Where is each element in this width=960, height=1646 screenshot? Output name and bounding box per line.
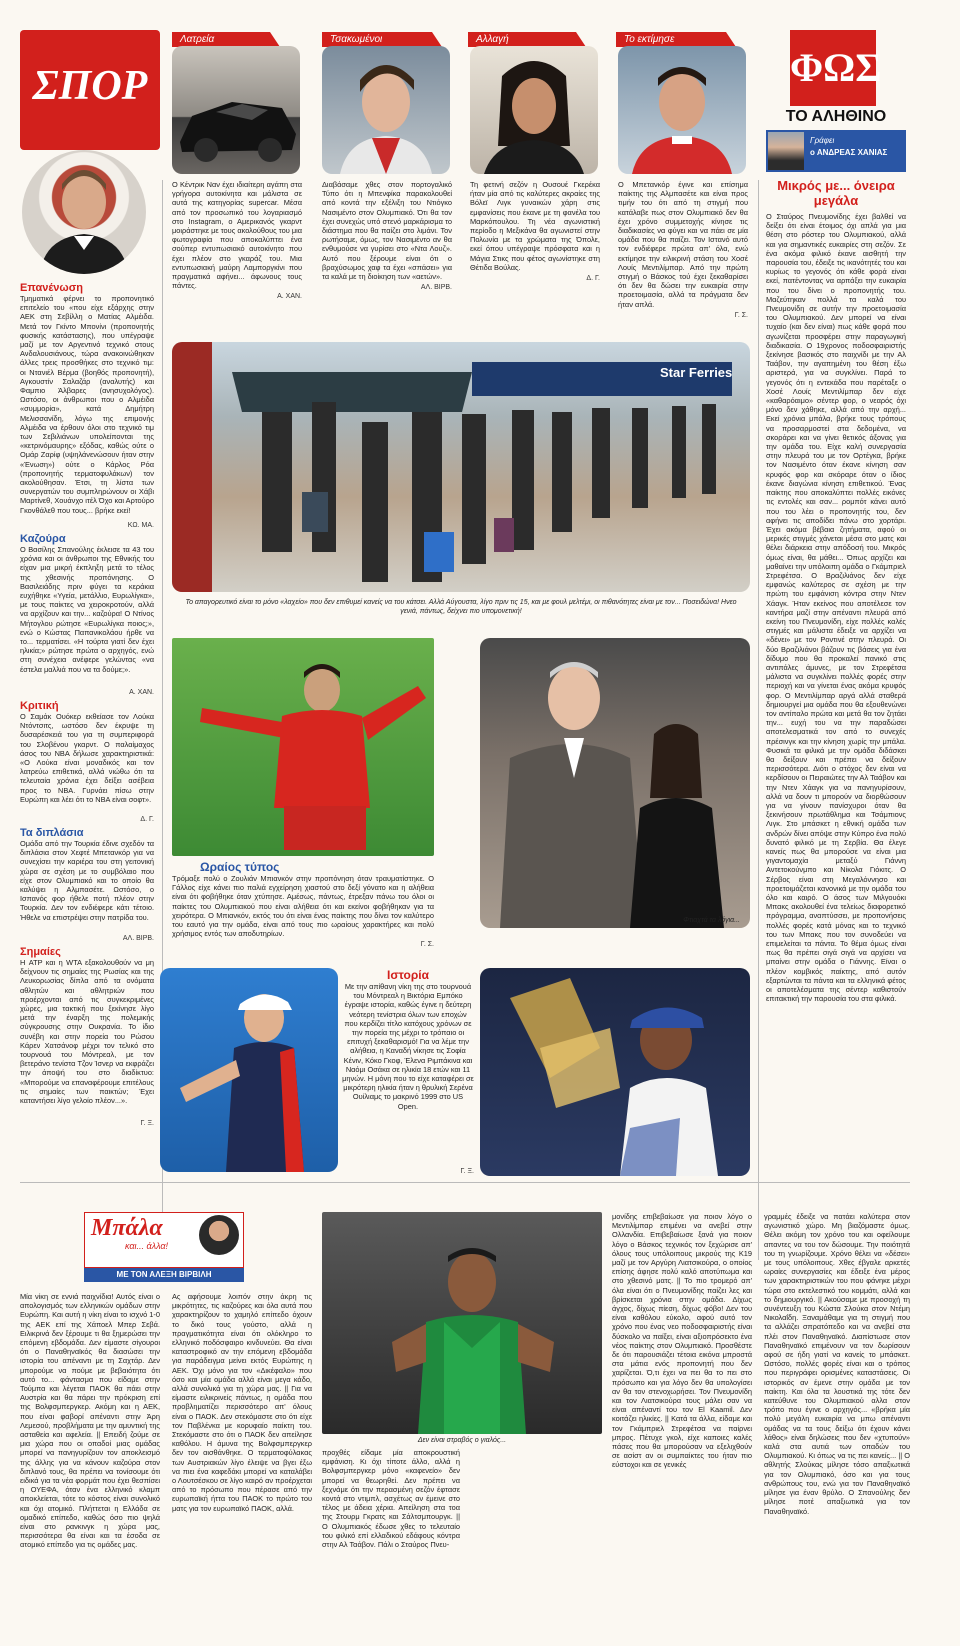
gkereka-photo bbox=[470, 46, 598, 174]
bottom-col-3: προχθές είδαμε μία αποκρουστική εμφάνιση. Κι όχι τίποτε άλλο, αλλά η Βολφσμπεργκερ μόνο «καφενείο» δεν μπορεί να θεωρηθεί. Δεν πρέπει να ξεχνάμε ότι την περασμένη σεζόν έφτασε κοντά στο ντιμπλ, ασχέτως αν έμεινε στο τέλος με άδεια χέρια. Απείληση στα τοα της Στουρμ Γκρατς και Σάλτσμπουργκ. || Ο Ολυμπιακός έδωσε χθες το τελευταίο του φιλικό επί ελλαδικού εδάφους κόντρα στην Αλ Ταάβον. Πάλι ο Σταύρος Πνευ- bbox=[322, 1448, 460, 1550]
nasimento-story-sig: ΑΛ. ΒΙΡΒ. bbox=[420, 284, 452, 292]
author-writes: Γράφει bbox=[810, 136, 835, 145]
label-latreia: Λατρεία bbox=[172, 32, 270, 47]
nan-story-text: Ο Κέντρικ Ναν έχει ιδιαίτερη αγάπη στα γρήγορα αυτοκίνητα και μάλιστα σε αυτά της κατηγορίας supercar. Μέσα από τον προσωπικό του λογαριασμό στο Instagram, ο Αμερικανός γκαρντ μοιράστηκε με τους ακολούθους του μια φωτογραφία που αποκαλύπτει ένα σούπερ εντυπωσιακό αυτοκίνητο που έχει πλέον στο γκαράζ του. Μια εντυπωσιακή μαύρη Λαμποργκίνι που πραγματικά αφήνει... άφωνους τους πάντες. bbox=[172, 180, 302, 291]
right-column bbox=[766, 178, 906, 1254]
basketball-caption: Δεν είναι στραβός ο γιαλός... bbox=[417, 1437, 507, 1444]
wrajos-title: Ωραίος τύπος bbox=[200, 860, 280, 874]
nasimento-story-text: Διαβάσαμε χθες στον πορτογαλικό Τύπο ότι η Μπενφίκα παρακολουθεί από κοντά την εξέλιξη του Ντιόγκο Νασιμέντο στον Ολυμπιακό. Ότι θα τον έχει συνεχώς υπό στενό μαρκάρισμα το διάστημα που θα παίζει στο λιμάνι. Τον ρωτήσαμε, όμως, τον Νασιμέντο αν θα ενθυμούσε να γυρίσει στο «Ντα Λουζ». Αυτό που ξέρουμε είναι ότι ο βραχύσωμος χαφ τα έχει «σπάσει» για τα καλά με τη διοίκηση των «αετών». bbox=[322, 180, 452, 282]
section-diplasia-sig: ΑΛ. ΒΙΡΒ. bbox=[122, 935, 154, 942]
label-tsakomenoi: Τσακωμένοι bbox=[322, 32, 432, 47]
bottom-col-2: Ας αφήσουμε λοιπόν στην άκρη τις μικρότητες, τις καζούρες και όλα αυτά που χαρακτηρίζουν το χαμηλό επίπεδο όχουν το δικό τους γούστο, αλλά η πραγματικότητα είναι ότι ολόκληρο το ελληνικό ποδόσφαιρο κινδυνεύει. Θα είναι καταστροφικό αν την επόμενη εβδομάδα για παράδειγμα μείνει εκτός Ευρώπης η ΑΕΚ. Όχι μόνο για τον «Δικέφαλο» που όσο και μία ομάδα αλλά είναι μεγα κάδο, αλλά συνολικά για τη χώρα μας. || Για να είμαστε ειλικρινείς πάντως, η ομάδα που προβληματίζει περισσότερο απ' όλους είναι ο ΠΑΟΚ. Δεν στεκόμαστε στο ότι είχε τον Παβλένκα με κορυφαίο παίκτη του. Στεκόμαστε στο ότι ο ΠΑΟΚ δεν απείλησε καθόλου. Η άμυνα της Βολφσμπεργκερ δεν τον αισθάνθηκε. Ο τερματοφύλακας των Αυστριακών λίγο έλειψε να βγει έξω να πιει ένα καφεδάκι μπορεί να καταλάβει ο Λουτσέσκου σε λίγο καιρό αν προέρχεται από το πρόσωπο που πέρασε από την ευρωπαϊκή ήττα του ΠΑΟΚ το πρώτο του ματς για τον ευρωπαϊκό ΠΑΟΚ, αλλά. bbox=[172, 1292, 312, 1513]
footballer-figure bbox=[618, 46, 746, 174]
istoria-block bbox=[342, 968, 474, 1178]
bala-byline: ΜΕ ΤΟΝ ΑΛΕΞΗ ΒΙΡΒΙΛΗ bbox=[84, 1268, 244, 1282]
mboko-trophy-photo bbox=[480, 968, 750, 1176]
betancor-story-text: Ο Μπετανκόρ έγινε και επίσημα παίκτης της Αλμπασέτε και είναι προς τιμήν του ότι από τη στιγμή που κατάλαβε πως στον Ολυμπιακό δεν θα έχει χρόνο συμμετοχής κίνησε τις διαδικασίες να φύγει και να πάει σε μία ομάδα που θα παίζει. Τον Ιστανό αυτό τον ενδιέφερε πρώτα απ' όλα, ενώ εκτίμησε την ειλικρινή στάση του Χοσέ Λουίς Μεντιλίμπαρ. Από την πρώτη στιγμή ο Βάσκος τού έχει ξεκαθαρίσει ότι δεν θα δώσει την ευκαιρία στην προετοιμασία, αλλά τα πράγματα δεν ήταν απλά. bbox=[618, 180, 748, 309]
author-name: ο ΑΝΔΡΕΑΣ ΧΑΝΙΑΣ bbox=[810, 148, 888, 157]
gkereka-story-text: Τη φετινή σεζόν η Ουσουέ Γκερέκα ήταν μία από τις καλύτερες ακραίες της Βόλεϊ Λιγκ γυναικών χάρη στις εμφανίσεις που έκανε με τη φανέλα του Μαρκόπουλου. Τη νέα αγωνιστική περίοδο η Μεξικάνα θα αγωνιστεί στην Πολωνία με τα χρώματα της Όπολε, εκεί όπου υπέγραψε πρόσφατα και η Μάγια Στικς που φέτος αγωνίστηκε στη Θέτιδα Βούλας. bbox=[470, 180, 600, 272]
istoria-title: Ιστορία bbox=[386, 968, 430, 982]
nan-story-sig: Α. ΧΑΝ. bbox=[277, 293, 302, 301]
bala-logo bbox=[84, 1212, 244, 1268]
section-kazoura-sig: Α. ΧΑΝ. bbox=[129, 689, 154, 696]
section-diplasia-text: Ομάδα από την Τουρκία έδινε σχεδόν τα διπλάσια στον Χεφτέ Μπετανκόρ για να συνεχίσει την καριέρα του στη γειτονική χώρα σε σχέση με το συμβόλαιο που είχε στον Ολυμπιακό και το οποίο θα καλύψει η Αλμπασέτε. Ωστόσο, ο Ισπανός φορ ήθελε ποτή πλέον στην Τουρκία. Δεν τον ενδιέφερε κάτι τέτοιο. Ήθελε να επιστρέψει στην πατρίδα του. bbox=[20, 839, 154, 922]
section-kazoura-text: Ο Βασίλης Σπανούλης έκλεισε τα 43 του χρόνια και οι άνθρωποι της Εθνικής του είχαν μια μικρή έκπληξη μετά το τέλος της χθεσινής προπόνησης. Ο Βασιλειάδης πριν φύγει τα κεράκια ευχήθηκε «Υγεία, μετάλλιο, Ευρωλίγκα», με τους παίκτες να χειροκροτούν, αλλά να αρχίζουν και την... καζούρα! Ο Ντίνος Μήτογλου ρώτησε «Ευρωλίγκα ποιος;», ενώ ο Κώστας Παπανικολάου ήρθε να το... τερματίσει. «Η τούρτα γιατί δεν έχει ηλικία;» ρώτησε πρώτα ο αρχηγός, ενώ στη συνέχεια ανέφερε γελώντας «να έστελα μαλλιά που να τα δούμε;». bbox=[20, 545, 154, 674]
sport-logo-text: ΣΠΟΡ bbox=[32, 63, 148, 109]
bottom-col-5: γραμμές έδειξε να πατάει καλύτερα στον αγωνιστικό χώρο. Μη βιαζόμαστε όμως. Θέλει ακόμη τον χρόνο του και οφείλουμε απαντες να του τον δώσουμε. Την ποιότητά του τη γνωρίζουμε. Χρόνο θέλει να «δέσει» με τους υπόλοιπους. Χθες έβγαλε αρκετές ωραίες συνεργασίες και έδειξε ένα μέρος των χαρακτηριστικών του που φάνηκε μέχρι τώρα στο εκτελεστικό του κομμάτι, αλλά και το δημιουργικό. || Ακούσαμε με προσοχή τη συνέντευξη του Κώστα Σλούκα στον Ντέμη Νικολαΐδη. Ξαναμάθαμε για τη στιγμή που τα αλλάζει σπρατόπεδο και να ανεβεί στα πλέι στον Παναθηναϊκό. Διαπίστωσε στον Παναθηναϊκό επιμένουν να τον δωρίσουν αφού σε ήδη γιατί να κανείς το μπάσκετ. Ωστόσο, πολλές φορές είναι και ο τρόπος που περιγράφει ορισμένες καταστάσεις. Οι ιστορικός αν έμενε στην ομάδα με τον παίκτη. Και όλα τα λουστικά της τότε δεν κατεύθυνε του Ολυμπιακού αλλα στον τρόπο που έγινε ο αρχηγός... «βρήκα μία πολύ μεγάλη ευκαιρία να μπω απέναντι ομάδας να τα τους δείξω ότι έχουν κάνει λάθος» είναι δηλώσεις που δεν «χτυπούν» καλά στα αυτιά των οπαδών του Ολυμπιακού. Κι όπως να τις πει κανείς... || Ο αθλητής Σλούκας μίλησε τόσο απαξιωτικά για τον Ολυμπιακό, όσο και για τους ανθρώπους του, ενώ για τον Παναθηναϊκό μίλησε για έναν θρύλο. Ο Σπανούλης δεν μίλησε ποτέ απαξιωτικά για τον Παναθηναϊκό. bbox=[764, 1212, 910, 1516]
author-box bbox=[766, 130, 906, 172]
nasimento-story bbox=[322, 180, 452, 314]
author-avatar bbox=[768, 132, 804, 170]
betancor-photo bbox=[618, 46, 746, 174]
ferry-caption: Το απαγορευτικό είναι το μόνο «λαχείο» που δεν επιθυμεί κανείς να του κάτσει. Αλλά Αύγουστα, λίγο πριν τις 15, και με φουλ μελτέμι, οι πιθανότητες είναι με τον... Ποσειδώνα! Ηνεο γενιά, πάντως, δείχνει πιο υπομονετική! bbox=[185, 599, 737, 615]
betancor-story-sig: Γ. Σ. bbox=[734, 311, 748, 319]
section-simaies-sig: Γ. Ξ. bbox=[140, 1120, 154, 1127]
car-shape bbox=[172, 46, 300, 174]
almeida-portrait bbox=[22, 150, 146, 274]
wrajos-text bbox=[172, 874, 434, 950]
sport-logo bbox=[20, 30, 160, 150]
right-column-text: Ο Σταύρος Πνευμονίδης έχει βαλθεί να δείξει ότι είναι έτοιμος όχι απλά για μια θέση στο ρόστερ του Ολυμπιακού, αλλά και για σημαντικές ευκαιρίες στη σεζόν. Σε ένα ακόμα φιλικό έκανε αισθητή την παρουσία του, έδειξε τις ικανότητές του και κυρίως το γεγονός ότι κάθε φορά είναι εκεί, πατέντοντας να αρπάξει την ευκαιρία που του δίνει ο προπονητής του. Μαζεύτηκαν πολλά τα καλά του Πνευμονίδη σε αυτήν την προετοιμασία του Ολυμπιακού. Δεν μπορεί να είναι τυχαίο (και δεν είναι) πως κάθε φορά που αγωνίζεται προσφέρει στην παραγωγική διαδικασία. Ο 19χρονος ποδοσφαιριστής ξεκίνησε βασικός στο παιχνίδι με την Αλ Ταάβον, την αγαπημένη του θέση έξω αριστερά, για να συγκλίνει. Παρά το γεγονός ότι η εντεκάδα που παρέταξε ο Χοσέ Λουίς Μεντιλίμπαρ δεν είχε «καθαρόαιμο» σέντερ φορ, ο νεαρός όχι μόνο δεν χάθηκε, αλλά από την αρχή... Εκεί χρόνια μπάλα, βρήκε τους τρόπους να προσαρμοστεί στα δεδομένα, να σκοράρει και να γίνει θετικός άξονας για την ομάδα του. Είχε καλή συνεργασία στην πλευρά του με τον Ορτέγκα, βρήκε τον Νασιμέντο όταν έκανε κίνηση σαν κρυφός φορ και σκόραρε όταν ο ίδιος έκανε διαγώνια κίνηση επιθετικού. Ένας παίκτης που αποκαλύπτει πολλές εικόνες τις εντολές και σαν... ρομπότ κάνει αυτό που του λέει ο προπονητής του, δεν αφήνει τις αποδίδει πάνω στο χορτάρι. Έχει ακόμα βέβαια ζητήματα, αφού οι μερικές στιγμές χάνεται μέσα στο ματς και θέλει διάρκεια στην απόδοσή του. Μικρός όμως είναι, θα μάθει... Όπως αρχίζει και μαθαίνει την υπόλοιπη ομάδα ο Γκάμπριελ Στρεφέτσα. Ο Βραζιλιάνος δεν είχε εμφανώς καλύτερος σε σχέση με την πρώτη του εμφάνιση κόντρα στην Ντεν Χάαγκ. Ήταν εκείνος που αποτέλεσε τον καντήρα μαζί στην απέναντι πλευρά από εκείνη του Πνευμονίδη, είχε πολλές καλές στιγμές και μάλιστα έδειξε να αρχίζει να «δένει» με τον Ροντινέ στην πλευρά. Οι δύο Βραζιλιάνοι βάζουν τις βάσεις για ένα δίδυμο που θα προκαλεί πανικό στις αντιπάλες άμυνες, με τον Στρεφέτσα μάλιστα να συγκλίνει πολλές φορές στην περιοχή και να γίνεται ένας ακόμα κρυφός φορ. Ο Μεντιλίμπαρ αργά αλλά σταθερά δημιουργεί μια ομάδα που θα εξουθενώνει τον αντίπαλο πρώτα και μετά θα τον ζητάει την... ευχή του να την παραδώσει αποτελεσματικά τον από το συνεχές πρέσινγκ και την κίνηση χωρίς την μπάλα. Φυσικά τα φιλικά με την ομάδα διδάσκει θα δείξουν και πρέπει να δείξουν περισσότερα. Διότι ο στόχος δεν είναι να κερδίσουν οι Πειραιώτες την Αλ Ταάβον και την Ντεν Χάαγκ για να πανηγυρίσουν, αλλά να δουν τι μπορούν να διορθώσουν για να γίνουν πανίσχυροι όταν θα ξεκινήσουν πρωτάθλημα και Τσάμπιονς Λιγκ. Στο μπάσκετ η εθνική ομάδα των ανδρών δίνει απόψε στην Κύπρο ένα πολύ δυνατό φιλικό με τη Σερβία. Θα έλεγε κανείς πως θα μπορούσε να είναι μια γιγαντομαχία μεταξύ Γιάννη Αντετοκούνμπο και Νίκολα Γιόκιτς. Ο Σέρβος είναι στη Μεγαλόννησο και προετοιμάζεται κανονικά με την ομάδα του όλο και καιρό. Ο άσος των Μιλγουόκι Μπακς ακολουθεί ένα τελείως διαφορετικό πρόγραμμα, αναπτύσσει, με προπονήσεις πολλές φορές κατά μόνας και το τεχνικό του των Μπακς που τον συνοδεύει να επιμελείται τα πάντα. Το θέμα όμως είναι πως θα πρέπει σιγά σιγά να αρχίσει να μπαίνει στην ομάδα ο Γιάννης. Είναι ο πλέον κομβικός παίκτης, από αυτόν εξαρτώνται τα πάντα και τα ελληνικά φέτος οι αποτελέσματα της σέντερ καθιστούν επιτακτική την παρουσία του στα φιλικά. bbox=[766, 212, 906, 1004]
player-figure bbox=[322, 46, 450, 174]
section-epanenosi-sig: ΚΩ. ΜΑ. bbox=[127, 522, 154, 529]
fos-text: ΦΩΣ bbox=[790, 45, 882, 90]
bala-title: Μπάλα bbox=[91, 1215, 163, 1241]
nasimento-photo bbox=[322, 46, 450, 174]
bianconn-training-photo bbox=[172, 638, 434, 856]
section-kazoura-title: Καζούρα bbox=[20, 533, 66, 545]
lamborghini-photo bbox=[172, 46, 300, 174]
section-simaies-title: Σημαίες bbox=[20, 946, 61, 958]
basketball-figure bbox=[322, 1212, 602, 1434]
section-epanenosi-text: Τμηματικά φέρνει το προπονητικό επιτελείο του «που είχε εξάρχης στην ΑΕΚ στη Σεβίλλη ο Ματίας Αλμέιδα. Μετά τον Γκίντο Μπονίνι (προπονητής φυσικής κατάστασης), που υπέγραψε μαζί με τον Αργεντινό τεχνικό στους Ανδαλουσιάνους, τώρα ανακοινώθηκαν άλλες τρεις προσθήκες στο τεχνικό τιμ: οι Ντανιέλ Βέρμα (βοηθός προπονητή), Αγκουστίν Σαλαζάρ (αναλυτής) και Φαμπιο Άλβαρες (ανησυχολόγος). Ωστόσο, οι άνθρωποι που ο Αλμέιδα «συμμορία», κατά Δημήτρη Μελισσανίδη, λόγω της επιμονής Αλμέιδα να έρθουν όλοι στο τεχνικό τιμ των Σεβιλιάνων υπολείπονται της «κετρινόμαυρης» εξόδας, καθώς ούτε ο Ομάρ Ζαρίφ (υψηλάνενώσουν ήταν στην «Ένωση») ούτε ο Κάρλος Ρόα (προπονητής τερματοφυλάκων) τον ακολούθησαν. Έτσι, τη λίστα των συνεργατών του συμπληρώνουν οι Χάβι Μαρτίνεθ, Χουάνχο ιτέλ Όχο και Αρτούρο Γκονθάλεθ που τους... βρήκε εκεί! bbox=[20, 294, 154, 515]
section-diplasia-title: Τα διπλάσια bbox=[20, 827, 84, 839]
istoria-sig: Γ. Ξ. bbox=[460, 1168, 474, 1175]
wrajos-sig: Γ. Σ. bbox=[420, 941, 434, 949]
gkereka-story-sig: Δ. Γ. bbox=[586, 275, 600, 283]
section-epanenosi-title: Επανένωση bbox=[20, 282, 83, 294]
isner-photo bbox=[160, 968, 338, 1172]
label-ektimise: Το εκτίμησε bbox=[616, 32, 726, 47]
trophy-scene bbox=[480, 968, 750, 1176]
bala-subtitle: και... άλλα! bbox=[125, 1241, 169, 1251]
betancor-story bbox=[618, 180, 748, 336]
portrait-figure bbox=[22, 150, 146, 274]
bala-avatar bbox=[199, 1215, 239, 1255]
training-scene bbox=[172, 638, 434, 856]
basketball-player-photo bbox=[322, 1212, 602, 1434]
fos-logo bbox=[790, 30, 882, 106]
section-kritiki-text: Ο Σαμάκ Ουόκερ εκθείασε τον Λούκα Ντόντσιτς, ωστόσο δεν έκρυψε τη δυσαρέσκειά του για τη συμπεριφορά του Σλοβένου γκαρντ. Ο παλαίμαχος άσος του NBA δήλωσε χαρακτηριστικά: «Ο Λούκα είναι μοναδικός και τον λατρεύω επιθετικά, αλλά νιώθω ότι τα τελευταία χρόνια έχει δείξει ασέβεια προς το NBA. Γυρνάει πίσω στην Ευρώπη και λέει ότι το NBA είναι σοφτ». bbox=[20, 712, 154, 804]
section-kritiki-sig: Δ. Γ. bbox=[140, 816, 154, 823]
bottom-col-1: Μία νίκη σε εννιά παιχνίδια! Αυτός είναι ο απολογισμός των ελληνικών ομάδων στην Ευρώπη. Και αυτή η νίκη είναι το ισχνό 1-0 της ΑΕΚ επί της Χάποελ Μπερ Σεβά. Ειλικρινά δεν ξέρουμε τι θα ξημερώσει την επόμενη εβδομάδα. Δεν είμαστε σίγουροι ότι ο Παναθηναϊκός θα διασώσει την ιστορία του απέναντι με τη Σαχτάρ. Δεν μπορούμε να πούμε με βεβαιότητα ότι αυτό το... φάντασμα που είδαμε στην Τούμπα και λέγεται ΠΑΟΚ θα πάει στην Αυστρία και θα πάρει την πρόκριση επί της Βολφσμπεργκερ. Ακόμη και η ΑΕΚ, που είναι φαβορί απέναντι στην Άρη Λεμεσού, προβλήματα με την αμυντική της ασταθεία και αφελεία. || Επειδή ζούμε σε μια χώρα που οι οπαδοί μιας ομάδας μπορεί να πανηγυρίζουν τον αποκλεισμό της άλλης για να κάνουν καζούρα στον διπλανό τους, θα πρέπει να τονίσουμε ότι ειδικά για τα νέα φορμάτ που έχει θεσπίσει η ΟΥΕΦΑ, όταν ένα ελληνικό κλαμπ αποκλείεται, τότε το κόστος είναι συνολικό και όχι ατομικό. Πλήττεται η Ελλάδα σε ομαδικό επίπεδο, καθώς όσο πιο ψηλά είναι στο ρανκινγκ η χώρα μας, περισσότερα θα είναι και τα έσοδα σε ατομικό επίπεδο για τις ομάδες μας. bbox=[20, 1292, 160, 1550]
wrajos-body: Τρόμαξε πολύ ο Ζουλιάν Μπιανκόν στην προπόνηση όταν τραυματίστηκε. Ο Γάλλος είχε κάνει πιο παλιά εγχείρηση χιαστού στο δεξί γόνατο και η αλήθεια είναι ότι φοβήθηκε όταν χτύπησε. Αμέσως, πάντως, έτρεξαν πάνω του όλοι οι παίκτες του Ολυμπιακού που είναι αλήθεια ότι και εκείνοι φοβήθηκαν για τα χειρότερα. Ο Μπιανκόν, εκτός του ότι είναι ένας παίκτης που δίνει τον καλύτερο του εαυτό για την ομάδα, είναι από τους πιο ωραίους χαρακτήρες και πολύ χρήσιμος εντός των αποδυτηρίων. bbox=[172, 874, 434, 939]
column-rule-right bbox=[758, 180, 759, 1260]
event-couple-photo bbox=[480, 638, 750, 928]
nan-story bbox=[172, 180, 302, 306]
label-allagi: Αλλαγή bbox=[468, 32, 576, 47]
event-couple-caption: Φτιαχτά τα λόγια... bbox=[683, 917, 740, 924]
fos-tagline: ΤΟ ΑΛΗΘΙΝΟ bbox=[785, 108, 887, 125]
bottom-rule bbox=[20, 1182, 910, 1183]
couple-figures bbox=[480, 638, 750, 928]
isner-figure bbox=[160, 968, 338, 1172]
volley-player-figure bbox=[470, 46, 598, 174]
bottom-col-4-visible: μονίδης επιβεβαίωσε για ποιον λόγο ο Μεντιλίμπαρ επιμένει να ανεβεί στην Ολλανδία. Επιβεβαίωσε ξανά για ποιον λόγο ο Βάσκος τεχνικός τον ξεχώρισε απ' όλους τους υπόλοιπους μικρούς της Κ19 μαζί με τον Αργύρη Λιατσικούρα, ο οποίος επίσης άφησε πολύ καλό αποτύπωμα και στο χθεσινό ματς. || Το πιο τρομερό απ' όλα είναι ότι ο Πνευμονίδης παίζει λες και βρίσκεται χρόνια στην ομάδα. Δίχως άγχος, δίχως πίεση, δίχως φόβο! Δεν του είναι καθόλου εύκολο, αφού αυτό τον χρόνο που ένας νεο ποδοσφαιριστής είναι δύσκολο να παίξει, είναι αξιοπρόσεκτο ένα νέος παίκτης στον Ολυμπιακό. Προσθέστε δε ότι παρουσιάζει τέτοια εικόνα μπροστά στα μάτια ενός προπονητή που δεν χαρίζεται. Ό,τι έχει να πει θα το πει στο πρόσωπο και για λόγο δεν θα υπολογίσει αν θα τον στενοχωρήσει. Τον Πνευμονίδη και τον Λιατσικούρα τους μάλει σαν να είναι απέναντί του τον El Kaamil. Δεν κοιτάζει ηλικίες. || Κατά τα άλλα, είδαμε και τον Γκάμπριελ Στρεφέτσα να παίρνει μπρος. Πέτυχε γκολ, είχε καποιες καλές πάσες που θα μπορούσαν να εξελιχθούν σε ασίστ αν οι συμπαίκτες του ήταν πιο εύστοχοι και σε γενικές bbox=[612, 1212, 752, 1470]
ferry-queue-photo bbox=[172, 342, 750, 592]
gkereka-story bbox=[470, 180, 600, 316]
section-kritiki-title: Κριτική bbox=[20, 700, 59, 712]
istoria-text: Με την απίθανη νίκη της στο τουρνουά του Μόντρεαλ η Βικτόρια Εμπόκο έγραψε ιστορία, καθώς έγινε η δεύτερη νεότερη τενίστρια όλων των εποχών που κερδίζει τίτλο κατόχους χρόνων σε την πορεία της μέχρι το τρόπαιο οι επιτυχή ξεκαθαρισμό! Για να λέμε την αλήθεια, η Καναδή νίκησε τις Σοφία Κένιν, Κόκο Γκοφ, Έλενα Ριμπάκινα και Ναόμι Οσάκα σε ηλικία 18 ετών και 11 μηνών. Η μόνη που το είχε καταφέρει σε μικρότερη ηλικία ήταν η θρυλική Σερένα Ουίλιαμς το μακρινό 1999 στο US Open. bbox=[342, 982, 474, 1111]
left-column bbox=[20, 278, 154, 1278]
ferry-sign: Star Ferries bbox=[660, 365, 733, 380]
section-simaies-text: Η ATP και η WTA εξακολουθούν να μη δείχνουν τις σημαίες της Ρωσίας και της Λευκορωσίας δίπλα από τα ονόματα αθλητών και αθλητριών που προέρχονται από τις συγκεκριμένες χώρες, μια τακτική που ξεκίνησε λίγο μετά την έναρξη της πολεμικής σύγκρουσης στην Ουκρανία. Το ίδιο συνέβη και στην πορεία του Ρώσου Κάρεν Χατσάνοφ μέχρι τον τελικό στο τουρνουά του Μόντρεαλ, με τον βετεράνο τενίστα Τζον Ίσνερ να εκφράζει την άποψή του στο διαδίκτυο: «Μπορούμε να επαναφέρουμε επιτέλους τις σημαίες των παικτών; Έχει καταντήσει λίγο γελοίο πλέον...». bbox=[20, 958, 154, 1106]
right-column-title: Μικρός με... όνειρα μεγάλα bbox=[777, 178, 895, 208]
